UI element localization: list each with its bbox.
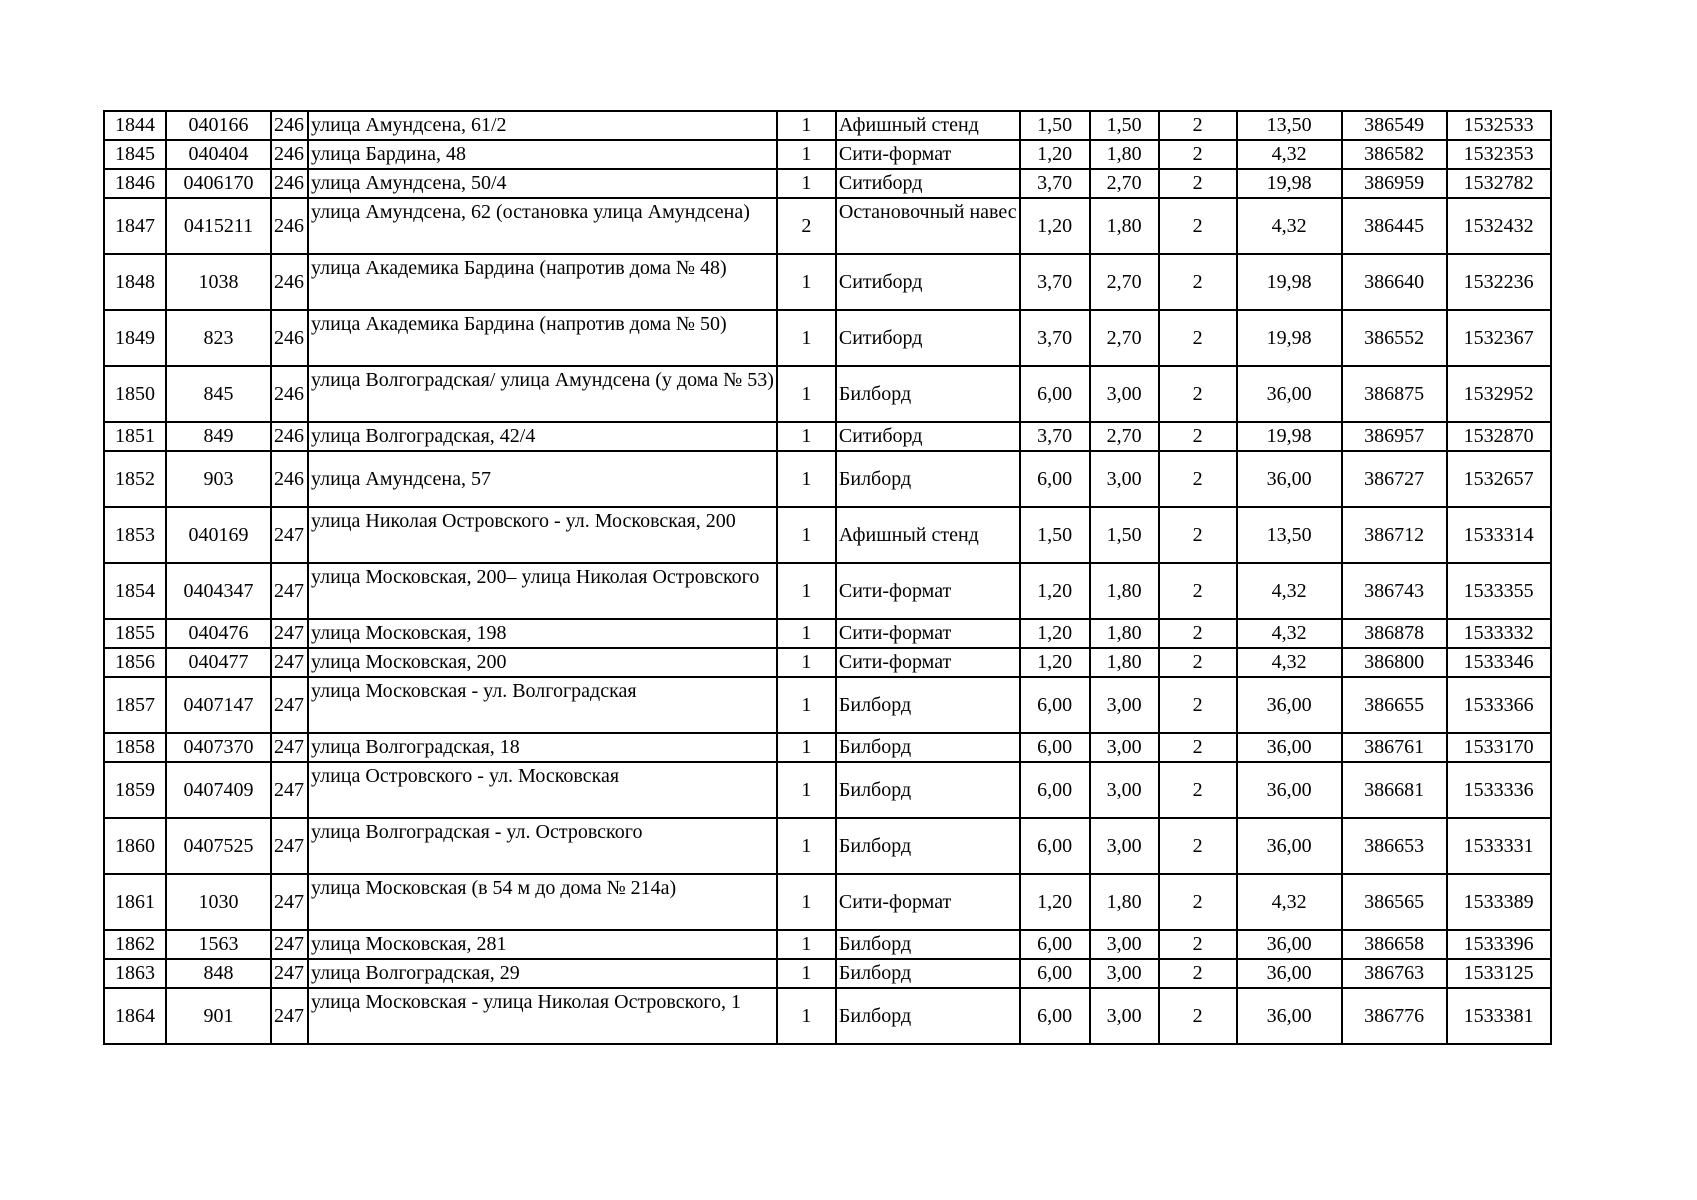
cell-width: 1,50 xyxy=(1020,111,1090,140)
table-row xyxy=(104,930,1551,959)
cell-area: 36,00 xyxy=(1237,677,1342,733)
cell-structure-code: 0407147 xyxy=(166,677,271,733)
table-row xyxy=(104,563,1551,619)
cell-zone-number: 246 xyxy=(271,140,308,169)
cell-area: 4,32 xyxy=(1237,619,1342,648)
cell-height: 3,00 xyxy=(1090,366,1159,422)
cell-quantity: 1 xyxy=(777,310,836,366)
cell-width: 1,50 xyxy=(1020,507,1090,563)
cell-structure-code: 0415211 xyxy=(166,198,271,254)
cell-zone-number: 247 xyxy=(271,988,308,1044)
cell-address: улица Московская, 281 xyxy=(308,930,777,959)
cell-structure-code: 040166 xyxy=(166,111,271,140)
cell-sides-count: 2 xyxy=(1159,959,1237,988)
cell-sides-count: 2 xyxy=(1159,254,1237,310)
cell-height: 1,80 xyxy=(1090,874,1159,930)
table-row xyxy=(104,733,1551,762)
cell-height: 2,70 xyxy=(1090,422,1159,451)
cell-height: 2,70 xyxy=(1090,169,1159,198)
cell-sides-count: 2 xyxy=(1159,140,1237,169)
cell-zone-number: 246 xyxy=(271,111,308,140)
cell-area: 36,00 xyxy=(1237,733,1342,762)
cell-area: 19,98 xyxy=(1237,169,1342,198)
cell-zone-number: 246 xyxy=(271,198,308,254)
table-row xyxy=(104,366,1551,422)
cell-zone-number: 247 xyxy=(271,507,308,563)
cell-width: 6,00 xyxy=(1020,818,1090,874)
cell-address: улица Волгоградская/ улица Амундсена (у дома № 53) xyxy=(308,366,777,422)
cell-row-number: 1860 xyxy=(104,818,166,874)
cell-coord-y: 1533381 xyxy=(1447,988,1551,1044)
cell-height: 3,00 xyxy=(1090,818,1159,874)
cell-address: улица Московская, 198 xyxy=(308,619,777,648)
cell-zone-number: 246 xyxy=(271,169,308,198)
cell-address: улица Волгоградская, 29 xyxy=(308,959,777,988)
cell-row-number: 1859 xyxy=(104,762,166,818)
cell-structure-type: Билборд xyxy=(836,930,1020,959)
cell-height: 3,00 xyxy=(1090,733,1159,762)
table-row xyxy=(104,451,1551,507)
cell-address: улица Николая Островского - ул. Московская, 200 xyxy=(308,507,777,563)
cell-coord-y: 1533396 xyxy=(1447,930,1551,959)
cell-height: 3,00 xyxy=(1090,762,1159,818)
cell-width: 3,70 xyxy=(1020,422,1090,451)
cell-coord-x: 386658 xyxy=(1342,930,1447,959)
cell-quantity: 1 xyxy=(777,451,836,507)
cell-address: улица Амундсена, 62 (остановка улица Амундсена) xyxy=(308,198,777,254)
cell-row-number: 1853 xyxy=(104,507,166,563)
cell-sides-count: 2 xyxy=(1159,563,1237,619)
cell-sides-count: 2 xyxy=(1159,818,1237,874)
cell-structure-type: Билборд xyxy=(836,677,1020,733)
cell-width: 6,00 xyxy=(1020,451,1090,507)
cell-coord-x: 386582 xyxy=(1342,140,1447,169)
cell-address: улица Академика Бардина (напротив дома № 50) xyxy=(308,310,777,366)
cell-row-number: 1847 xyxy=(104,198,166,254)
table-row xyxy=(104,254,1551,310)
cell-zone-number: 246 xyxy=(271,422,308,451)
cell-sides-count: 2 xyxy=(1159,988,1237,1044)
cell-structure-type: Ситиборд xyxy=(836,422,1020,451)
cell-sides-count: 2 xyxy=(1159,198,1237,254)
cell-structure-code: 823 xyxy=(166,310,271,366)
cell-coord-x: 386776 xyxy=(1342,988,1447,1044)
cell-sides-count: 2 xyxy=(1159,874,1237,930)
cell-coord-y: 1533389 xyxy=(1447,874,1551,930)
cell-width: 1,20 xyxy=(1020,648,1090,677)
cell-structure-type: Сити-формат xyxy=(836,563,1020,619)
table-row xyxy=(104,648,1551,677)
cell-area: 4,32 xyxy=(1237,140,1342,169)
cell-structure-type: Билборд xyxy=(836,762,1020,818)
cell-sides-count: 2 xyxy=(1159,366,1237,422)
cell-structure-type: Афишный стенд xyxy=(836,507,1020,563)
cell-structure-type: Билборд xyxy=(836,451,1020,507)
cell-zone-number: 247 xyxy=(271,959,308,988)
table-row xyxy=(104,507,1551,563)
cell-sides-count: 2 xyxy=(1159,169,1237,198)
cell-area: 36,00 xyxy=(1237,988,1342,1044)
table-row xyxy=(104,959,1551,988)
cell-sides-count: 2 xyxy=(1159,648,1237,677)
cell-coord-x: 386681 xyxy=(1342,762,1447,818)
cell-height: 1,80 xyxy=(1090,619,1159,648)
cell-structure-type: Остановочный навес xyxy=(836,198,1020,254)
cell-structure-code: 040477 xyxy=(166,648,271,677)
cell-row-number: 1864 xyxy=(104,988,166,1044)
cell-structure-type: Билборд xyxy=(836,959,1020,988)
cell-address: улица Московская (в 54 м до дома № 214а) xyxy=(308,874,777,930)
cell-quantity: 1 xyxy=(777,818,836,874)
cell-row-number: 1846 xyxy=(104,169,166,198)
cell-coord-y: 1533314 xyxy=(1447,507,1551,563)
table-row xyxy=(104,762,1551,818)
cell-height: 3,00 xyxy=(1090,959,1159,988)
cell-address: улица Московская, 200– улица Николая Островского xyxy=(308,563,777,619)
cell-quantity: 1 xyxy=(777,169,836,198)
cell-width: 3,70 xyxy=(1020,310,1090,366)
cell-address: улица Академика Бардина (напротив дома № 48) xyxy=(308,254,777,310)
cell-zone-number: 247 xyxy=(271,874,308,930)
cell-height: 2,70 xyxy=(1090,310,1159,366)
cell-coord-x: 386761 xyxy=(1342,733,1447,762)
cell-coord-x: 386743 xyxy=(1342,563,1447,619)
cell-row-number: 1849 xyxy=(104,310,166,366)
cell-structure-type: Билборд xyxy=(836,818,1020,874)
cell-address: улица Волгоградская, 18 xyxy=(308,733,777,762)
cell-structure-code: 040476 xyxy=(166,619,271,648)
cell-row-number: 1862 xyxy=(104,930,166,959)
cell-coord-y: 1532432 xyxy=(1447,198,1551,254)
cell-quantity: 1 xyxy=(777,140,836,169)
cell-structure-code: 0407525 xyxy=(166,818,271,874)
cell-area: 19,98 xyxy=(1237,254,1342,310)
cell-structure-code: 040404 xyxy=(166,140,271,169)
cell-address: улица Московская - улица Николая Островского, 1 xyxy=(308,988,777,1044)
cell-quantity: 1 xyxy=(777,677,836,733)
cell-coord-x: 386655 xyxy=(1342,677,1447,733)
cell-coord-x: 386878 xyxy=(1342,619,1447,648)
advertising-structures-table xyxy=(103,110,1552,1045)
cell-coord-y: 1532353 xyxy=(1447,140,1551,169)
cell-sides-count: 2 xyxy=(1159,111,1237,140)
cell-zone-number: 246 xyxy=(271,310,308,366)
cell-zone-number: 246 xyxy=(271,451,308,507)
cell-structure-type: Ситиборд xyxy=(836,169,1020,198)
cell-coord-y: 1532952 xyxy=(1447,366,1551,422)
cell-zone-number: 247 xyxy=(271,563,308,619)
table-row xyxy=(104,140,1551,169)
cell-width: 6,00 xyxy=(1020,930,1090,959)
cell-width: 3,70 xyxy=(1020,169,1090,198)
table-row xyxy=(104,988,1551,1044)
cell-coord-x: 386800 xyxy=(1342,648,1447,677)
cell-coord-y: 1532533 xyxy=(1447,111,1551,140)
cell-structure-type: Ситиборд xyxy=(836,254,1020,310)
cell-structure-type: Сити-формат xyxy=(836,874,1020,930)
cell-quantity: 1 xyxy=(777,254,836,310)
cell-coord-y: 1533355 xyxy=(1447,563,1551,619)
cell-row-number: 1855 xyxy=(104,619,166,648)
cell-coord-y: 1533332 xyxy=(1447,619,1551,648)
cell-coord-y: 1532782 xyxy=(1447,169,1551,198)
cell-area: 36,00 xyxy=(1237,762,1342,818)
cell-quantity: 1 xyxy=(777,648,836,677)
table-row xyxy=(104,310,1551,366)
cell-quantity: 1 xyxy=(777,563,836,619)
cell-structure-code: 0407370 xyxy=(166,733,271,762)
cell-row-number: 1848 xyxy=(104,254,166,310)
table-row xyxy=(104,677,1551,733)
cell-coord-x: 386727 xyxy=(1342,451,1447,507)
cell-quantity: 1 xyxy=(777,422,836,451)
cell-coord-x: 386445 xyxy=(1342,198,1447,254)
table-row xyxy=(104,198,1551,254)
cell-height: 1,50 xyxy=(1090,507,1159,563)
cell-zone-number: 247 xyxy=(271,677,308,733)
cell-coord-x: 386640 xyxy=(1342,254,1447,310)
cell-zone-number: 246 xyxy=(271,366,308,422)
cell-area: 36,00 xyxy=(1237,930,1342,959)
cell-width: 6,00 xyxy=(1020,677,1090,733)
cell-structure-code: 901 xyxy=(166,988,271,1044)
cell-address: улица Московская - ул. Волгоградская xyxy=(308,677,777,733)
cell-coord-x: 386875 xyxy=(1342,366,1447,422)
cell-zone-number: 247 xyxy=(271,648,308,677)
cell-area: 4,32 xyxy=(1237,198,1342,254)
cell-structure-type: Сити-формат xyxy=(836,140,1020,169)
cell-zone-number: 247 xyxy=(271,762,308,818)
cell-quantity: 2 xyxy=(777,198,836,254)
cell-coord-y: 1532870 xyxy=(1447,422,1551,451)
cell-sides-count: 2 xyxy=(1159,677,1237,733)
table-row xyxy=(104,619,1551,648)
cell-height: 3,00 xyxy=(1090,988,1159,1044)
table-row xyxy=(104,818,1551,874)
cell-width: 6,00 xyxy=(1020,733,1090,762)
cell-address: улица Бардина, 48 xyxy=(308,140,777,169)
cell-width: 1,20 xyxy=(1020,874,1090,930)
cell-width: 1,20 xyxy=(1020,198,1090,254)
cell-height: 1,80 xyxy=(1090,648,1159,677)
cell-sides-count: 2 xyxy=(1159,619,1237,648)
table-row xyxy=(104,422,1551,451)
cell-area: 4,32 xyxy=(1237,874,1342,930)
cell-coord-y: 1533346 xyxy=(1447,648,1551,677)
cell-width: 6,00 xyxy=(1020,762,1090,818)
cell-quantity: 1 xyxy=(777,762,836,818)
cell-width: 1,20 xyxy=(1020,140,1090,169)
cell-row-number: 1854 xyxy=(104,563,166,619)
cell-coord-x: 386549 xyxy=(1342,111,1447,140)
cell-coord-x: 386712 xyxy=(1342,507,1447,563)
cell-width: 6,00 xyxy=(1020,959,1090,988)
cell-area: 36,00 xyxy=(1237,818,1342,874)
cell-quantity: 1 xyxy=(777,874,836,930)
cell-zone-number: 247 xyxy=(271,619,308,648)
cell-width: 6,00 xyxy=(1020,988,1090,1044)
cell-zone-number: 246 xyxy=(271,254,308,310)
cell-sides-count: 2 xyxy=(1159,762,1237,818)
cell-address: улица Волгоградская, 42/4 xyxy=(308,422,777,451)
cell-row-number: 1850 xyxy=(104,366,166,422)
cell-quantity: 1 xyxy=(777,988,836,1044)
cell-coord-y: 1532657 xyxy=(1447,451,1551,507)
cell-area: 19,98 xyxy=(1237,310,1342,366)
cell-area: 13,50 xyxy=(1237,111,1342,140)
cell-area: 36,00 xyxy=(1237,366,1342,422)
cell-coord-y: 1533331 xyxy=(1447,818,1551,874)
cell-height: 1,80 xyxy=(1090,563,1159,619)
cell-structure-type: Афишный стенд xyxy=(836,111,1020,140)
cell-address: улица Волгоградская - ул. Островского xyxy=(308,818,777,874)
cell-structure-code: 849 xyxy=(166,422,271,451)
cell-address: улица Амундсена, 57 xyxy=(308,451,777,507)
cell-area: 4,32 xyxy=(1237,563,1342,619)
cell-coord-x: 386565 xyxy=(1342,874,1447,930)
cell-width: 1,20 xyxy=(1020,563,1090,619)
cell-structure-type: Сити-формат xyxy=(836,619,1020,648)
cell-quantity: 1 xyxy=(777,733,836,762)
cell-sides-count: 2 xyxy=(1159,422,1237,451)
cell-height: 3,00 xyxy=(1090,677,1159,733)
cell-structure-code: 1030 xyxy=(166,874,271,930)
cell-sides-count: 2 xyxy=(1159,451,1237,507)
table-body xyxy=(104,111,1551,1044)
cell-structure-code: 0406170 xyxy=(166,169,271,198)
cell-row-number: 1858 xyxy=(104,733,166,762)
cell-coord-x: 386552 xyxy=(1342,310,1447,366)
cell-structure-code: 1563 xyxy=(166,930,271,959)
cell-structure-code: 040169 xyxy=(166,507,271,563)
cell-coord-x: 386653 xyxy=(1342,818,1447,874)
table-row xyxy=(104,111,1551,140)
cell-height: 1,80 xyxy=(1090,198,1159,254)
cell-row-number: 1861 xyxy=(104,874,166,930)
cell-address: улица Амундсена, 61/2 xyxy=(308,111,777,140)
cell-coord-y: 1533366 xyxy=(1447,677,1551,733)
cell-coord-y: 1532236 xyxy=(1447,254,1551,310)
cell-area: 19,98 xyxy=(1237,422,1342,451)
cell-row-number: 1856 xyxy=(104,648,166,677)
cell-row-number: 1845 xyxy=(104,140,166,169)
cell-row-number: 1851 xyxy=(104,422,166,451)
cell-structure-code: 848 xyxy=(166,959,271,988)
cell-height: 3,00 xyxy=(1090,930,1159,959)
cell-height: 1,80 xyxy=(1090,140,1159,169)
cell-structure-type: Билборд xyxy=(836,988,1020,1044)
cell-row-number: 1857 xyxy=(104,677,166,733)
cell-height: 1,50 xyxy=(1090,111,1159,140)
cell-structure-code: 0404347 xyxy=(166,563,271,619)
cell-coord-y: 1533336 xyxy=(1447,762,1551,818)
cell-structure-type: Билборд xyxy=(836,733,1020,762)
cell-coord-x: 386959 xyxy=(1342,169,1447,198)
cell-structure-code: 1038 xyxy=(166,254,271,310)
cell-height: 2,70 xyxy=(1090,254,1159,310)
cell-width: 3,70 xyxy=(1020,254,1090,310)
cell-address: улица Московская, 200 xyxy=(308,648,777,677)
cell-structure-type: Билборд xyxy=(836,366,1020,422)
cell-quantity: 1 xyxy=(777,507,836,563)
table-row xyxy=(104,874,1551,930)
cell-structure-code: 0407409 xyxy=(166,762,271,818)
cell-sides-count: 2 xyxy=(1159,733,1237,762)
cell-coord-y: 1533170 xyxy=(1447,733,1551,762)
cell-address: улица Амундсена, 50/4 xyxy=(308,169,777,198)
cell-structure-type: Ситиборд xyxy=(836,310,1020,366)
cell-quantity: 1 xyxy=(777,366,836,422)
cell-address: улица Островского - ул. Московская xyxy=(308,762,777,818)
cell-sides-count: 2 xyxy=(1159,930,1237,959)
cell-structure-code: 845 xyxy=(166,366,271,422)
cell-zone-number: 247 xyxy=(271,733,308,762)
table-row xyxy=(104,169,1551,198)
cell-sides-count: 2 xyxy=(1159,507,1237,563)
cell-structure-type: Сити-формат xyxy=(836,648,1020,677)
cell-row-number: 1844 xyxy=(104,111,166,140)
cell-width: 1,20 xyxy=(1020,619,1090,648)
cell-zone-number: 247 xyxy=(271,930,308,959)
cell-coord-y: 1533125 xyxy=(1447,959,1551,988)
cell-row-number: 1863 xyxy=(104,959,166,988)
cell-quantity: 1 xyxy=(777,111,836,140)
cell-coord-y: 1532367 xyxy=(1447,310,1551,366)
cell-zone-number: 247 xyxy=(271,818,308,874)
cell-quantity: 1 xyxy=(777,959,836,988)
cell-width: 6,00 xyxy=(1020,366,1090,422)
cell-row-number: 1852 xyxy=(104,451,166,507)
cell-coord-x: 386957 xyxy=(1342,422,1447,451)
cell-area: 36,00 xyxy=(1237,451,1342,507)
cell-sides-count: 2 xyxy=(1159,310,1237,366)
cell-area: 4,32 xyxy=(1237,648,1342,677)
cell-area: 36,00 xyxy=(1237,959,1342,988)
cell-area: 13,50 xyxy=(1237,507,1342,563)
cell-quantity: 1 xyxy=(777,930,836,959)
cell-quantity: 1 xyxy=(777,619,836,648)
cell-structure-code: 903 xyxy=(166,451,271,507)
cell-coord-x: 386763 xyxy=(1342,959,1447,988)
cell-height: 3,00 xyxy=(1090,451,1159,507)
